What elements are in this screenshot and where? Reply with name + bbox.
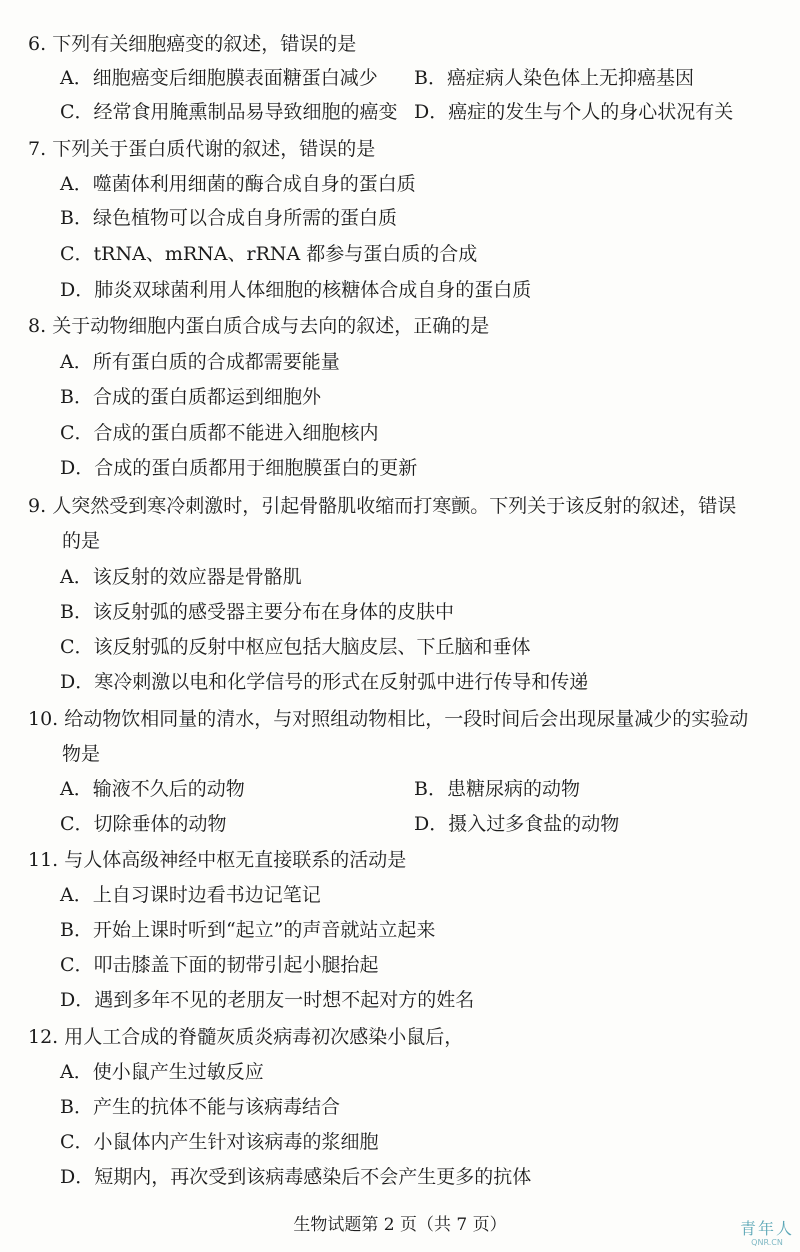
page-footer: 生物试题第 2 页（共 7 页） — [293, 1215, 507, 1235]
option-a: A．上自习课时边看书边记笔记 — [60, 884, 321, 906]
option-c: C．tRNA、mRNA、rRNA 都参与蛋白质的合成 — [60, 243, 478, 265]
option-c: C．小鼠体内产生针对该病毒的浆细胞 — [60, 1131, 379, 1153]
option-b: B．患糖尿病的动物 — [414, 778, 580, 800]
question-stem: 6. 下列有关细胞癌变的叙述，错误的是 — [28, 33, 357, 55]
option-b: B．癌症病人染色体上无抑癌基因 — [414, 67, 694, 89]
option-d: D．短期内，再次受到该病毒感染后不会产生更多的抗体 — [60, 1166, 532, 1188]
option-b: B．开始上课时听到“起立”的声音就站立起来 — [60, 919, 436, 941]
option-a: A．细胞癌变后细胞膜表面糖蛋白减少 — [60, 67, 378, 89]
option-c: C．切除垂体的动物 — [60, 813, 227, 835]
question-stem: 7. 下列关于蛋白质代谢的叙述，错误的是 — [28, 138, 376, 160]
option-a: A．所有蛋白质的合成都需要能量 — [60, 351, 340, 373]
watermark-logo — [740, 1220, 794, 1248]
option-b: B．绿色植物可以合成自身所需的蛋白质 — [60, 207, 397, 229]
option-c: C．经常食用腌熏制品易导致细胞的癌变 — [60, 101, 398, 123]
option-a: A．输液不久后的动物 — [60, 778, 245, 800]
question-stem: 9. 人突然受到寒冷刺激时，引起骨骼肌收缩而打寒颤。下列关于该反射的叙述，错误 — [28, 495, 737, 517]
option-d: D．摄入过多食盐的动物 — [414, 813, 620, 835]
question-stem: 10. 给动物饮相同量的清水，与对照组动物相比，一段时间后会出现尿量减少的实验动 — [28, 708, 749, 730]
option-c: C．该反射弧的反射中枢应包括大脑皮层、下丘脑和垂体 — [60, 636, 531, 658]
option-c: C．叩击膝盖下面的韧带引起小腿抬起 — [60, 954, 379, 976]
option-d: D．癌症的发生与个人的身心状况有关 — [414, 101, 734, 123]
watermark-text: 青年人 — [739, 1219, 794, 1238]
option-a: A．该反射的效应器是骨骼肌 — [60, 566, 302, 588]
option-d: D．遇到多年不见的老朋友一时想不起对方的姓名 — [60, 989, 475, 1011]
option-a: A．使小鼠产生过敏反应 — [60, 1061, 264, 1083]
option-b: B．合成的蛋白质都运到细胞外 — [60, 386, 321, 408]
option-a: A．噬菌体利用细菌的酶合成自身的蛋白质 — [60, 173, 416, 195]
question-stem: 11. 与人体高级神经中枢无直接联系的活动是 — [28, 849, 407, 871]
question-stem: 8. 关于动物细胞内蛋白质合成与去向的叙述，正确的是 — [28, 315, 490, 337]
option-c: C．合成的蛋白质都不能进入细胞核内 — [60, 422, 379, 444]
question-stem-continued: 物是 — [62, 743, 101, 765]
option-b: B．产生的抗体不能与该病毒结合 — [60, 1096, 340, 1118]
option-b: B．该反射弧的感受器主要分布在身体的皮肤中 — [60, 601, 454, 623]
question-stem-continued: 的是 — [62, 530, 101, 552]
question-stem: 12. 用人工合成的脊髓灰质炎病毒初次感染小鼠后， — [28, 1026, 464, 1048]
option-d: D．寒冷刺激以电和化学信号的形式在反射弧中进行传导和传递 — [60, 671, 589, 693]
watermark-url: QNR.CN — [751, 1238, 783, 1247]
option-d: D．合成的蛋白质都用于细胞膜蛋白的更新 — [60, 457, 418, 479]
option-d: D．肺炎双球菌利用人体细胞的核糖体合成自身的蛋白质 — [60, 279, 532, 301]
